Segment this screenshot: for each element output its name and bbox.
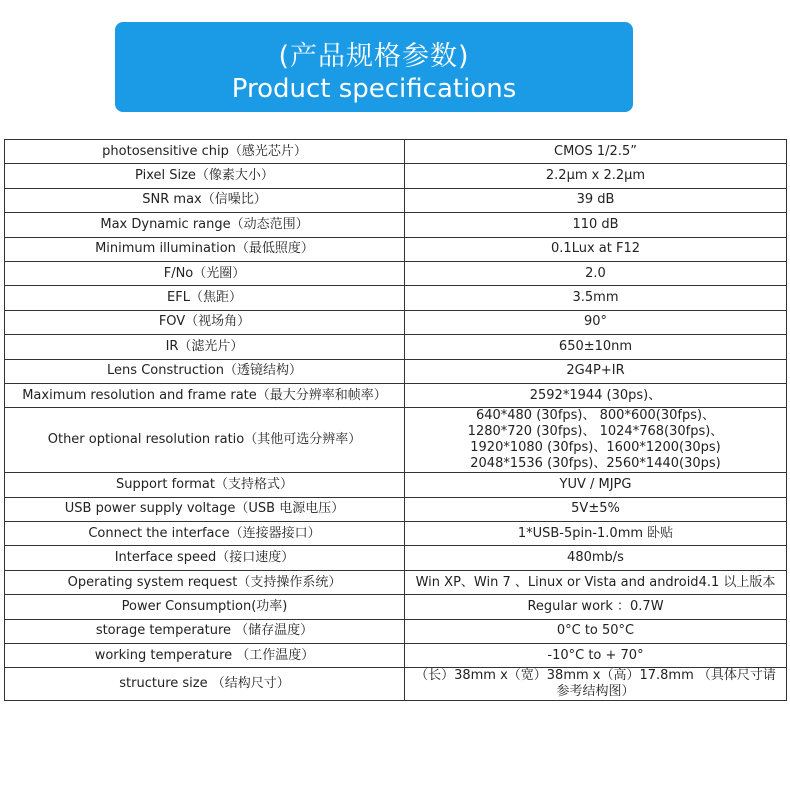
spec-value: 3.5mm bbox=[405, 286, 787, 310]
spec-name: Other optional resolution ratio（其他可选分辨率） bbox=[5, 408, 405, 473]
title-banner bbox=[115, 22, 633, 112]
spec-name: Maximum resolution and frame rate（最大分辨率和帧率） bbox=[5, 383, 405, 407]
spec-value: 2G4P+IR bbox=[405, 359, 787, 383]
resolution-line: 2048*1536 (30fps)、2560*1440(30ps) bbox=[470, 456, 721, 472]
spec-name: FOV（视场角） bbox=[5, 310, 405, 334]
spec-name: Operating system request（支持操作系统） bbox=[5, 570, 405, 594]
spec-value: -10°C to + 70° bbox=[405, 644, 787, 668]
spec-row bbox=[5, 497, 787, 521]
spec-name: Support format（支持格式） bbox=[5, 473, 405, 497]
spec-row bbox=[5, 310, 787, 334]
spec-value: YUV / MJPG bbox=[405, 473, 787, 497]
spec-row bbox=[5, 644, 787, 668]
spec-row bbox=[5, 237, 787, 261]
spec-row bbox=[5, 570, 787, 594]
spec-value: 0°C to 50°C bbox=[405, 619, 787, 643]
resolution-line: 1280*720 (30fps)、 1024*768(30fps)、 bbox=[467, 424, 724, 440]
spec-name: EFL（焦距） bbox=[5, 286, 405, 310]
spec-name: Max Dynamic range（动态范围） bbox=[5, 213, 405, 237]
spec-value: 2.0 bbox=[405, 261, 787, 285]
banner-title-en: Product specifications bbox=[231, 74, 517, 104]
spec-value: Win XP、Win 7 、Linux or Vista and android4.1 以上版本 bbox=[405, 570, 787, 594]
spec-value: CMOS 1/2.5” bbox=[405, 140, 787, 164]
spec-row bbox=[5, 261, 787, 285]
spec-value: 0.1Lux at F12 bbox=[405, 237, 787, 261]
spec-value: 2592*1944 (30ps)、 bbox=[405, 383, 787, 407]
spec-row bbox=[5, 188, 787, 212]
spec-name: Connect the interface（连接器接口） bbox=[5, 522, 405, 546]
spec-row bbox=[5, 140, 787, 164]
spec-value: 90° bbox=[405, 310, 787, 334]
spec-name: USB power supply voltage（USB 电源电压） bbox=[5, 497, 405, 521]
spec-value: 110 dB bbox=[405, 213, 787, 237]
spec-row bbox=[5, 522, 787, 546]
resolution-line: 640*480 (30fps)、 800*600(30fps)、 bbox=[475, 408, 716, 424]
spec-name: working temperature （工作温度） bbox=[5, 644, 405, 668]
spec-row bbox=[5, 408, 787, 473]
spec-row bbox=[5, 213, 787, 237]
spec-name: F/No（光圈） bbox=[5, 261, 405, 285]
spec-name: structure size （结构尺寸） bbox=[5, 668, 405, 701]
spec-name: Interface speed（接口速度） bbox=[5, 546, 405, 570]
spec-name: Power Consumption(功率) bbox=[5, 595, 405, 619]
spec-value: 39 dB bbox=[405, 188, 787, 212]
spec-name: Lens Construction（透镜结构） bbox=[5, 359, 405, 383]
spec-row bbox=[5, 286, 787, 310]
spec-value: 2.2μm x 2.2μm bbox=[405, 164, 787, 188]
spec-name: Minimum illumination（最低照度） bbox=[5, 237, 405, 261]
spec-value: 650±10nm bbox=[405, 335, 787, 359]
spec-value: Regular work ：0.7W bbox=[405, 595, 787, 619]
spec-row bbox=[5, 383, 787, 407]
spec-name: IR（滤光片） bbox=[5, 335, 405, 359]
spec-value-multiline bbox=[405, 408, 787, 473]
spec-row bbox=[5, 595, 787, 619]
spec-row bbox=[5, 473, 787, 497]
spec-row bbox=[5, 359, 787, 383]
banner-title-zh: (产品规格参数) bbox=[278, 41, 470, 72]
spec-row bbox=[5, 164, 787, 188]
spec-row bbox=[5, 619, 787, 643]
spec-value: 480mb/s bbox=[405, 546, 787, 570]
spec-table bbox=[4, 139, 787, 701]
spec-row bbox=[5, 335, 787, 359]
spec-row bbox=[5, 668, 787, 701]
spec-value: （长）38mm x（宽）38mm x（高）17.8mm （具体尺寸请参考结构图） bbox=[405, 668, 787, 701]
spec-name: photosensitive chip（感光芯片） bbox=[5, 140, 405, 164]
spec-value: 5V±5% bbox=[405, 497, 787, 521]
spec-name: storage temperature （储存温度） bbox=[5, 619, 405, 643]
resolution-line: 1920*1080 (30fps)、1600*1200(30ps) bbox=[470, 440, 721, 456]
spec-name: Pixel Size（像素大小） bbox=[5, 164, 405, 188]
spec-value: 1*USB-5pin-1.0mm 卧贴 bbox=[405, 522, 787, 546]
spec-name: SNR max（信噪比） bbox=[5, 188, 405, 212]
spec-row bbox=[5, 546, 787, 570]
